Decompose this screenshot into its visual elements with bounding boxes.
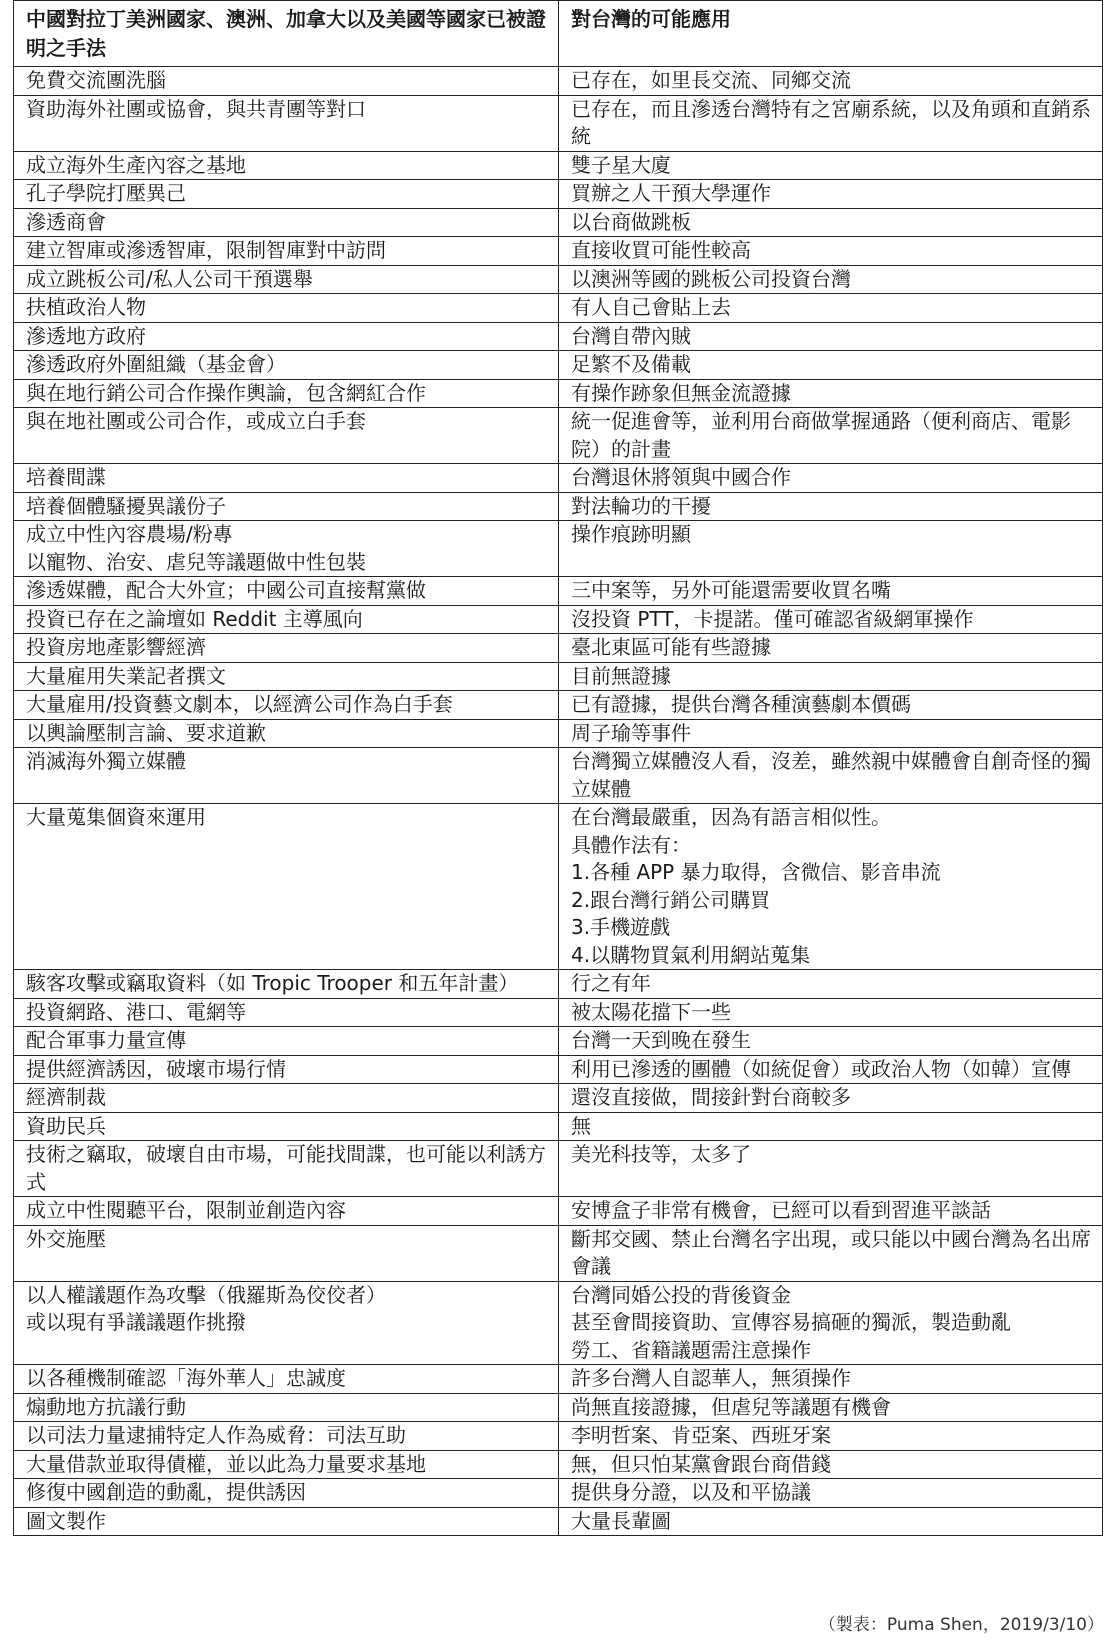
application-cell [559, 634, 1103, 663]
method-cell [14, 1450, 559, 1479]
method-cell-line: 孔子學院打壓異己 [26, 181, 186, 205]
application-cell [559, 1084, 1103, 1113]
method-cell-line: 投資已存在之論壇如 Reddit 主導風向 [26, 606, 363, 631]
method-cell-line: 免費交流團洗腦 [26, 68, 166, 92]
table-row [14, 605, 1103, 634]
method-cell [14, 265, 559, 294]
header-row [14, 1, 1103, 67]
method-cell [14, 634, 559, 663]
table-row [14, 208, 1103, 237]
method-cell-line: 或以現有爭議議題作挑撥 [26, 1310, 246, 1334]
method-cell [14, 1112, 559, 1141]
application-cell-line: 無，但只怕某黨會跟台商借錢 [571, 1451, 831, 1476]
method-cell [14, 1479, 559, 1508]
table-credit: （製表：Puma Shen，2019/3/10） [818, 1615, 1104, 1635]
application-cell-line: 勞工、省籍議題需注意操作 [571, 1337, 811, 1362]
table-row [14, 970, 1103, 999]
application-cell-line: 許多台灣人自認華人，無須操作 [571, 1366, 851, 1390]
table-row [14, 662, 1103, 691]
method-cell [14, 95, 559, 151]
application-cell [559, 95, 1103, 151]
application-cell-line: 行之有年 [571, 971, 651, 995]
method-cell-line: 修復中國創造的動亂，提供誘因 [26, 1480, 306, 1504]
method-cell-line: 扶植政治人物 [26, 295, 146, 319]
application-cell-line: 操作痕跡明顯 [571, 522, 691, 546]
method-cell [14, 294, 559, 323]
method-cell-line: 成立中性內容農場/粉專 [26, 522, 233, 546]
application-cell-line: 台灣一天到晚在發生 [571, 1028, 751, 1052]
method-cell [14, 1084, 559, 1113]
table-row [14, 1365, 1103, 1394]
application-cell [559, 265, 1103, 294]
application-cell-line: 還沒直接做，間接針對台商較多 [571, 1085, 851, 1109]
application-cell-line: 2.跟台灣行銷公司購買 [571, 887, 771, 912]
table-row [14, 379, 1103, 408]
application-cell-line: 已存在，如里長交流、同鄉交流 [571, 68, 851, 92]
application-cell-line: 李明哲案、肯亞案、西班牙案 [571, 1423, 831, 1447]
table-row [14, 1479, 1103, 1508]
application-cell [559, 351, 1103, 380]
table-row [14, 521, 1103, 577]
application-cell [559, 322, 1103, 351]
application-cell-line: 3.手機遊戲 [571, 915, 671, 939]
method-cell-line: 大量雇用/投資藝文劇本，以經濟公司作為白手套 [26, 692, 453, 716]
application-cell-line: 統一促進會等，並利用台商做掌握通路（便利商店、電影院）的計畫 [571, 409, 1071, 461]
table-row [14, 998, 1103, 1027]
table-row [14, 265, 1103, 294]
method-cell-line: 大量雇用失業記者撰文 [26, 663, 226, 688]
table-row [14, 351, 1103, 380]
method-cell-line: 與在地社團或公司合作，或成立白手套 [26, 409, 366, 433]
table-row [14, 151, 1103, 180]
application-cell-line: 台灣同婚公投的背後資金 [571, 1282, 791, 1307]
application-cell [559, 998, 1103, 1027]
application-cell [559, 1479, 1103, 1508]
table-row [14, 322, 1103, 351]
method-cell-line: 建立智庫或滲透智庫，限制智庫對中訪問 [26, 238, 386, 262]
application-cell-line: 安博盒子非常有機會，已經可以看到習進平談話 [571, 1198, 991, 1222]
method-cell [14, 521, 559, 577]
application-cell-line: 1.各種 APP 暴力取得，含微信、影音串流 [571, 860, 941, 884]
application-cell-line: 台灣獨立媒體沒人看，沒差，雖然親中媒體會自創奇怪的獨立媒體 [571, 749, 1091, 801]
application-cell-line: 斷邦交國、禁止台灣名字出現，或只能以中國台灣為名出席會議 [571, 1226, 1091, 1278]
table-row [14, 95, 1103, 151]
table-row [14, 1281, 1103, 1365]
method-cell-line: 經濟制裁 [26, 1085, 106, 1109]
application-cell [559, 237, 1103, 266]
method-cell [14, 351, 559, 380]
application-cell [559, 464, 1103, 493]
method-cell-line: 提供經濟誘因，破壞市場行情 [26, 1056, 286, 1081]
application-cell-line: 以台商做跳板 [571, 209, 691, 234]
application-cell-line: 台灣退休將領與中國合作 [571, 465, 791, 489]
method-cell [14, 1141, 559, 1197]
table-row [14, 748, 1103, 804]
table-row [14, 1422, 1103, 1451]
application-cell [559, 1225, 1103, 1281]
application-cell [559, 151, 1103, 180]
method-cell-line: 以各種機制確認「海外華人」忠誠度 [26, 1366, 346, 1390]
table-row [14, 294, 1103, 323]
application-cell [559, 1422, 1103, 1451]
tactics-table [13, 0, 1103, 1536]
table-row [14, 1055, 1103, 1084]
application-cell-line: 直接收買可能性較高 [571, 238, 751, 262]
application-cell-line: 已存在，而且滲透台灣特有之宮廟系統，以及角頭和直銷系統 [571, 96, 1091, 148]
method-cell [14, 1197, 559, 1226]
method-cell-line: 培養間諜 [26, 465, 106, 489]
application-cell [559, 521, 1103, 577]
application-cell [559, 67, 1103, 96]
table-row [14, 180, 1103, 209]
application-cell-line: 有人自己會貼上去 [571, 295, 731, 319]
method-cell [14, 970, 559, 999]
method-cell [14, 577, 559, 606]
application-cell [559, 492, 1103, 521]
application-cell [559, 379, 1103, 408]
table-row [14, 492, 1103, 521]
application-cell [559, 1507, 1103, 1536]
application-cell-line: 利用已滲透的團體（如統促會）或政治人物（如韓）宣傳 [571, 1056, 1071, 1081]
method-cell [14, 748, 559, 804]
table-row [14, 804, 1103, 970]
method-cell [14, 67, 559, 96]
method-cell [14, 208, 559, 237]
method-cell [14, 492, 559, 521]
table-row [14, 691, 1103, 720]
table-row [14, 1450, 1103, 1479]
table-row [14, 1027, 1103, 1056]
table-row [14, 577, 1103, 606]
application-cell-line: 被太陽花擋下一些 [571, 999, 731, 1024]
method-cell [14, 1393, 559, 1422]
application-cell-line: 三中案等，另外可能還需要收買名嘴 [571, 578, 891, 602]
application-cell [559, 748, 1103, 804]
method-cell-line: 煽動地方抗議行動 [26, 1394, 186, 1419]
method-cell-line: 消滅海外獨立媒體 [26, 749, 186, 773]
application-cell-line: 尚無直接證據，但虐兒等議題有機會 [571, 1394, 891, 1419]
method-cell [14, 1422, 559, 1451]
application-cell-line: 具體作法有： [571, 832, 691, 857]
application-cell [559, 1055, 1103, 1084]
table-row [14, 408, 1103, 464]
method-cell [14, 719, 559, 748]
application-cell-line: 大量長輩圖 [571, 1508, 671, 1533]
method-cell [14, 662, 559, 691]
method-cell-line: 資助海外社團或協會，與共青團等對口 [26, 96, 366, 121]
method-cell [14, 1365, 559, 1394]
method-cell-line: 資助民兵 [26, 1113, 106, 1138]
table-row [14, 1084, 1103, 1113]
table-row [14, 1393, 1103, 1422]
application-cell-line: 對法輪功的干擾 [571, 493, 711, 518]
method-cell-line: 配合軍事力量宣傳 [26, 1028, 186, 1052]
method-cell [14, 605, 559, 634]
method-cell [14, 322, 559, 351]
table-body [14, 67, 1103, 1536]
application-cell [559, 1281, 1103, 1365]
method-cell [14, 464, 559, 493]
application-cell [559, 1027, 1103, 1056]
application-cell-line: 以澳洲等國的跳板公司投資台灣 [571, 266, 851, 291]
method-cell-line: 成立中性閱聽平台，限制並創造內容 [26, 1198, 346, 1222]
method-cell [14, 379, 559, 408]
application-cell [559, 208, 1103, 237]
table-row [14, 464, 1103, 493]
application-cell-line: 無 [571, 1113, 591, 1138]
method-cell [14, 1225, 559, 1281]
table-row [14, 237, 1103, 266]
table-row [14, 1507, 1103, 1536]
method-cell-line: 大量借款並取得債權，並以此為力量要求基地 [26, 1451, 426, 1476]
method-cell-line: 滲透地方政府 [26, 323, 146, 348]
method-cell-line: 圖文製作 [26, 1508, 106, 1533]
application-cell-line: 買辦之人干預大學運作 [571, 181, 771, 205]
application-cell-line: 在台灣最嚴重，因為有語言相似性。 [571, 805, 891, 829]
method-cell-line: 技術之竊取，破壞自由市場，可能找間諜，也可能以利誘方式 [26, 1142, 546, 1194]
application-cell [559, 1365, 1103, 1394]
method-cell-line: 外交施壓 [26, 1226, 106, 1251]
table-row [14, 1197, 1103, 1226]
document-page [13, 0, 1102, 1536]
table-row [14, 1141, 1103, 1197]
application-cell-line: 沒投資 PTT，卡提諾。僅可確認省級網軍操作 [571, 606, 974, 631]
application-cell [559, 1112, 1103, 1141]
method-cell-line: 投資房地產影響經濟 [26, 635, 206, 659]
method-cell-line: 滲透媒體，配合大外宣；中國公司直接幫黨做 [26, 578, 426, 602]
method-cell-line: 成立跳板公司/私人公司干預選舉 [26, 266, 313, 291]
application-cell-line: 足繁不及備載 [571, 352, 691, 376]
header-applications: 對台灣的可能應用 [559, 1, 1103, 67]
table-row [14, 719, 1103, 748]
application-cell [559, 294, 1103, 323]
application-cell [559, 1197, 1103, 1226]
application-cell [559, 804, 1103, 970]
method-cell-line: 以人權議題作為攻擊（俄羅斯為佼佼者） [26, 1282, 386, 1307]
method-cell-line: 滲透政府外圍組織（基金會） [26, 352, 286, 376]
application-cell-line: 周子瑜等事件 [571, 720, 691, 745]
method-cell [14, 237, 559, 266]
method-cell-line: 與在地行銷公司合作操作輿論，包含網紅合作 [26, 380, 426, 405]
method-cell-line: 以寵物、治安、虐兒等議題做中性包裝 [26, 549, 366, 574]
application-cell [559, 1450, 1103, 1479]
application-cell-line: 雙子星大廈 [571, 152, 671, 177]
table-row [14, 1112, 1103, 1141]
method-cell [14, 1507, 559, 1536]
method-cell [14, 804, 559, 970]
application-cell [559, 577, 1103, 606]
method-cell-line: 成立海外生產內容之基地 [26, 152, 246, 177]
application-cell [559, 1393, 1103, 1422]
application-cell-line: 有操作跡象但無金流證據 [571, 380, 791, 405]
application-cell-line: 4.以購物買氣利用網站蒐集 [571, 942, 811, 967]
method-cell-line: 培養個體騷擾異議份子 [26, 493, 226, 518]
application-cell [559, 1141, 1103, 1197]
application-cell [559, 180, 1103, 209]
application-cell [559, 691, 1103, 720]
application-cell-line: 台灣自帶內賊 [571, 323, 691, 348]
method-cell-line: 以司法力量逮捕特定人作為威脅：司法互助 [26, 1423, 406, 1447]
method-cell [14, 1055, 559, 1084]
application-cell [559, 719, 1103, 748]
application-cell [559, 970, 1103, 999]
method-cell-line: 駭客攻擊或竊取資料（如 Tropic Trooper 和五年計畫） [26, 971, 519, 995]
application-cell-line: 臺北東區可能有些證據 [571, 635, 771, 659]
application-cell [559, 662, 1103, 691]
table-row [14, 1225, 1103, 1281]
method-cell-line: 滲透商會 [26, 209, 106, 234]
method-cell [14, 1281, 559, 1365]
method-cell-line: 以輿論壓制言論、要求道歉 [26, 720, 266, 745]
method-cell [14, 1027, 559, 1056]
method-cell [14, 998, 559, 1027]
application-cell-line: 目前無證據 [571, 663, 671, 688]
method-cell [14, 180, 559, 209]
method-cell [14, 408, 559, 464]
application-cell [559, 605, 1103, 634]
application-cell-line: 甚至會間接資助、宣傳容易搞砸的獨派，製造動亂 [571, 1310, 1011, 1334]
method-cell-line: 大量蒐集個資來運用 [26, 805, 206, 829]
application-cell [559, 408, 1103, 464]
method-cell-line: 投資網路、港口、電網等 [26, 999, 246, 1024]
table-row [14, 67, 1103, 96]
header-methods: 中國對拉丁美洲國家、澳洲、加拿大以及美國等國家已被證明之手法 [14, 1, 559, 67]
table-row [14, 634, 1103, 663]
application-cell-line: 已有證據，提供台灣各種演藝劇本價碼 [571, 692, 911, 716]
method-cell [14, 151, 559, 180]
application-cell-line: 美光科技等，太多了 [571, 1142, 751, 1166]
method-cell [14, 691, 559, 720]
application-cell-line: 提供身分證，以及和平協議 [571, 1480, 811, 1504]
